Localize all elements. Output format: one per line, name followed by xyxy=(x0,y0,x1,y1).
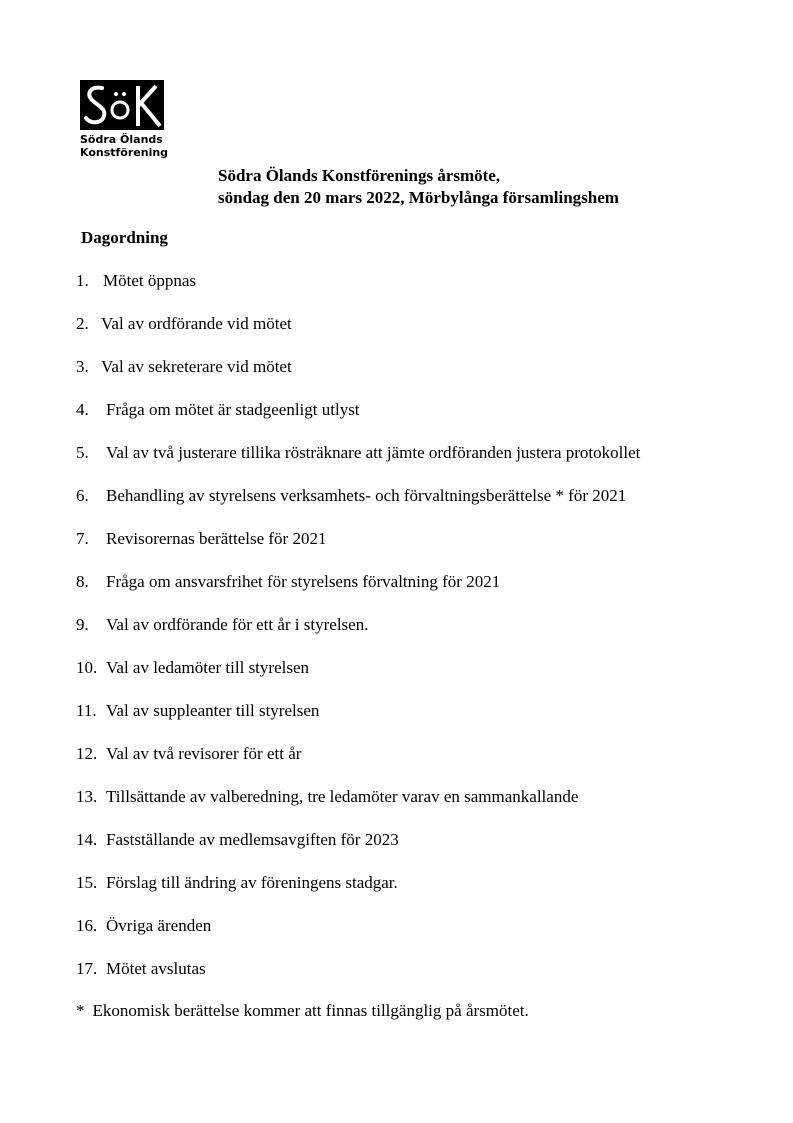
agenda-item-number: 11. xyxy=(76,701,97,720)
footnote-text: Ekonomisk berättelse kommer att finnas tillgänglig på årsmötet. xyxy=(92,1001,529,1020)
agenda-item-text: Val av ordförande vid mötet xyxy=(101,314,292,333)
agenda-item-number: 6. xyxy=(76,486,89,505)
agenda-item-number: 9. xyxy=(76,615,89,634)
agenda-item-text: Fastställande av medlemsavgiften för 2023 xyxy=(106,830,399,849)
agenda-item-number: 14. xyxy=(76,830,98,849)
agenda-item-text: Mötet avslutas xyxy=(106,959,206,978)
agenda-item-number: 13. xyxy=(76,787,98,806)
agenda-item-number: 16. xyxy=(76,916,98,935)
agenda-item-number: 8. xyxy=(76,572,89,591)
footnote xyxy=(76,1000,529,1022)
agenda-item-text: Tillsättande av valberedning, tre ledamöter varav en sammankallande xyxy=(106,787,579,806)
logo xyxy=(80,80,170,159)
logo-caption-line1: Södra Ölands xyxy=(80,133,163,146)
agenda-item-number: 7. xyxy=(76,529,89,548)
agenda-item-number: 5. xyxy=(76,443,89,462)
footnote-marker: * xyxy=(76,1001,85,1020)
agenda-item-text: Fråga om mötet är stadgeenligt utlyst xyxy=(106,400,360,419)
meeting-date-location: söndag den 20 mars 2022, Mörbylånga församlingshem xyxy=(218,188,619,207)
agenda-item-number: 15. xyxy=(76,873,98,892)
agenda-item-number: 2. xyxy=(76,314,89,333)
agenda-item-text: Val av två revisorer för ett år xyxy=(106,744,302,763)
agenda-item-number: 4. xyxy=(76,400,89,419)
agenda-item-number: 1. xyxy=(76,271,89,290)
agenda-item-text: Revisorernas berättelse för 2021 xyxy=(106,529,327,548)
agenda-item-number: 12. xyxy=(76,744,98,763)
logo-caption xyxy=(80,133,170,159)
agenda-item-text: Val av ordförande för ett år i styrelsen. xyxy=(106,615,369,634)
agenda-item-number: 3. xyxy=(76,357,89,376)
agenda-item-text: Mötet öppnas xyxy=(103,271,197,290)
sok-logo-mark xyxy=(80,80,164,130)
agenda-item-text: Val av suppleanter till styrelsen xyxy=(106,701,320,720)
logo-caption-line2: Konstförening xyxy=(80,146,169,159)
agenda-item-number: 10. xyxy=(76,658,98,677)
agenda-item-text: Val av ledamöter till styrelsen xyxy=(106,658,309,677)
agenda-item-text: Val av sekreterare vid mötet xyxy=(101,357,292,376)
agenda-item-text: Behandling av styrelsens verksamhets- och förvaltningsberättelse * för 2021 xyxy=(106,486,627,505)
agenda-item-text: Övriga ärenden xyxy=(106,916,212,935)
agenda-item-text: Fråga om ansvarsfrihet för styrelsens förvaltning för 2021 xyxy=(106,572,501,591)
agenda-item-text: Val av två justerare tillika rösträknare att jämte ordföranden justera protokollet xyxy=(106,443,641,462)
document-header xyxy=(218,165,619,209)
agenda-item-text: Förslag till ändring av föreningens stadgar. xyxy=(106,873,398,892)
agenda-item-number: 17. xyxy=(76,959,98,978)
agenda-title: Dagordning xyxy=(81,228,168,247)
meeting-title: Södra Ölands Konstförenings årsmöte, xyxy=(218,166,501,185)
